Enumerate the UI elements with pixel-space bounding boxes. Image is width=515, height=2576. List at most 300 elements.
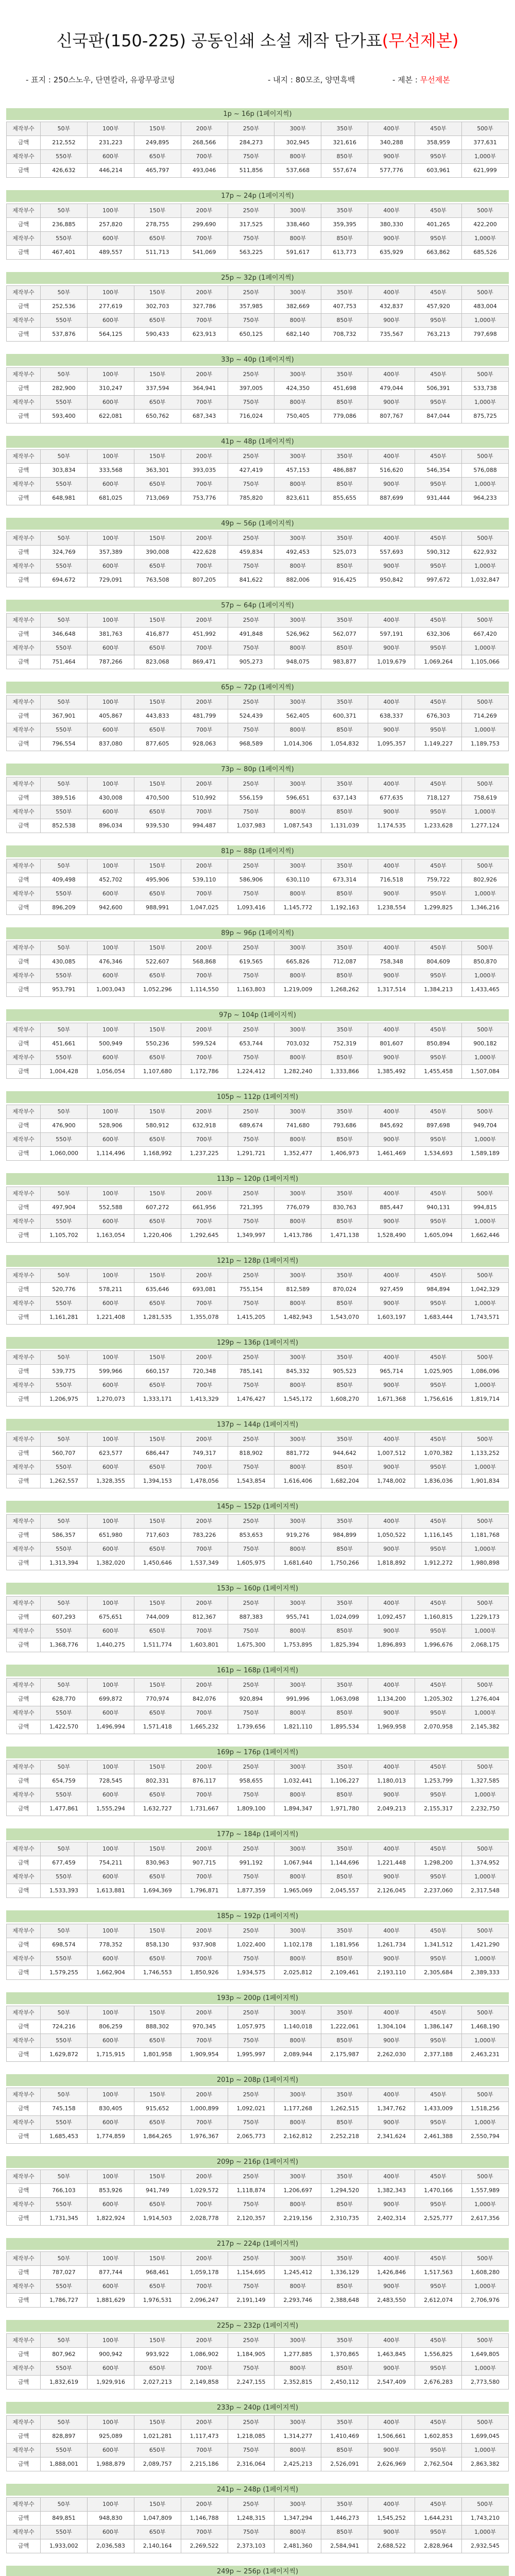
- section-title: 241p ~ 248p (1페이지씩): [6, 2484, 509, 2496]
- quantity-cell: 750부: [228, 2116, 274, 2130]
- quantity-cell: 350부: [321, 1351, 368, 1365]
- quantity-cell: 450부: [415, 1760, 462, 1774]
- quantity-cell: 50부: [41, 2416, 88, 2430]
- quantity-cell: 900부: [368, 1133, 415, 1147]
- quantity-cell: 850부: [321, 232, 368, 246]
- price-row: [7, 1692, 509, 1706]
- price-label: 금액: [7, 2294, 41, 2308]
- quantity-cell: 50부: [41, 532, 88, 546]
- quantity-cell: 850부: [321, 478, 368, 492]
- quantity-cell: 700부: [181, 478, 228, 492]
- price-cell: 970,345: [181, 2020, 228, 2034]
- quantity-cell: 800부: [274, 2034, 321, 2048]
- quantity-cell: 1,000부: [462, 1133, 509, 1147]
- quantity-cell: 850부: [321, 2198, 368, 2212]
- price-cell: 367,901: [41, 709, 88, 723]
- price-cell: 597,191: [368, 628, 415, 641]
- price-label: 금액: [7, 164, 41, 178]
- quantity-cell: 300부: [274, 368, 321, 382]
- price-cell: 1,024,099: [321, 1611, 368, 1624]
- quantity-row: [7, 560, 509, 573]
- quantity-cell: 950부: [415, 232, 462, 246]
- price-cell: 1,589,189: [462, 1147, 509, 1161]
- quantity-cell: 850부: [321, 1133, 368, 1147]
- price-cell: 900,942: [87, 2348, 134, 2362]
- quantity-label: 제작부수: [7, 2362, 41, 2376]
- price-label: 금액: [7, 246, 41, 260]
- price-label: 금액: [7, 2212, 41, 2226]
- quantity-cell: 350부: [321, 1760, 368, 1774]
- price-cell: 841,622: [228, 573, 274, 587]
- price-table: [6, 531, 509, 587]
- quantity-cell: 200부: [181, 122, 228, 136]
- quantity-cell: 650부: [134, 1952, 181, 1966]
- quantity-row: [7, 1543, 509, 1556]
- price-cell: 759,722: [415, 873, 462, 887]
- quantity-cell: 450부: [415, 1023, 462, 1037]
- price-cell: 1,229,173: [462, 1611, 509, 1624]
- price-cell: 687,343: [181, 410, 228, 423]
- quantity-cell: 800부: [274, 969, 321, 983]
- quantity-cell: 800부: [274, 1297, 321, 1311]
- quantity-cell: 650부: [134, 2444, 181, 2458]
- price-cell: 887,383: [228, 1611, 274, 1624]
- price-cell: 751,464: [41, 655, 88, 669]
- price-row: [7, 1447, 509, 1461]
- price-sections: [0, 108, 515, 2576]
- quantity-cell: 600부: [87, 1133, 134, 1147]
- quantity-cell: 500부: [462, 368, 509, 382]
- price-cell: 994,487: [181, 819, 228, 833]
- price-label: 금액: [7, 791, 41, 805]
- quantity-cell: 200부: [181, 2088, 228, 2102]
- price-cell: 557,693: [368, 546, 415, 560]
- price-label: 금액: [7, 382, 41, 396]
- price-label: 금액: [7, 2184, 41, 2198]
- price-cell: 793,686: [321, 1119, 368, 1133]
- quantity-cell: 100부: [87, 1515, 134, 1529]
- quantity-cell: 1,000부: [462, 314, 509, 328]
- quantity-row: [7, 723, 509, 737]
- quantity-row: [7, 2416, 509, 2430]
- price-cell: 897,698: [415, 1119, 462, 1133]
- price-cell: 495,906: [134, 873, 181, 887]
- quantity-cell: 300부: [274, 286, 321, 300]
- quantity-label: 제작부수: [7, 1297, 41, 1311]
- price-cell: 1,114,550: [181, 983, 228, 997]
- quantity-cell: 800부: [274, 2280, 321, 2294]
- quantity-cell: 850부: [321, 887, 368, 901]
- quantity-cell: 50부: [41, 1269, 88, 1283]
- quantity-cell: 550부: [41, 150, 88, 164]
- price-cell: 1,102,178: [274, 1938, 321, 1952]
- quantity-cell: 950부: [415, 1543, 462, 1556]
- price-cell: 1,047,025: [181, 901, 228, 915]
- quantity-cell: 500부: [462, 2170, 509, 2184]
- quantity-label: 제작부수: [7, 1870, 41, 1884]
- quantity-cell: 500부: [462, 532, 509, 546]
- price-cell: 994,815: [462, 1201, 509, 1215]
- quantity-cell: 600부: [87, 1379, 134, 1393]
- quantity-cell: 800부: [274, 2526, 321, 2539]
- quantity-cell: 200부: [181, 1842, 228, 1856]
- price-cell: 1,555,294: [87, 1802, 134, 1816]
- price-cell: 2,140,164: [134, 2539, 181, 2553]
- price-cell: 716,518: [368, 873, 415, 887]
- price-row: [7, 1065, 509, 1079]
- price-cell: 1,032,441: [274, 1774, 321, 1788]
- price-cell: 807,205: [181, 573, 228, 587]
- price-table: [6, 1514, 509, 1570]
- price-cell: 526,962: [274, 628, 321, 641]
- quantity-cell: 400부: [368, 532, 415, 546]
- quantity-cell: 600부: [87, 1952, 134, 1966]
- price-row: [7, 2348, 509, 2362]
- price-cell: 302,703: [134, 300, 181, 314]
- quantity-cell: 300부: [274, 450, 321, 464]
- price-label: 금액: [7, 573, 41, 587]
- price-cell: 1,385,492: [368, 1065, 415, 1079]
- quantity-cell: 100부: [87, 1023, 134, 1037]
- price-cell: 427,419: [228, 464, 274, 478]
- quantity-cell: 750부: [228, 2280, 274, 2294]
- quantity-cell: 850부: [321, 1297, 368, 1311]
- price-cell: 2,237,060: [415, 1884, 462, 1898]
- quantity-cell: 750부: [228, 1461, 274, 1475]
- price-cell: 2,049,213: [368, 1802, 415, 1816]
- quantity-cell: 650부: [134, 1133, 181, 1147]
- price-cell: 1,003,043: [87, 983, 134, 997]
- quantity-cell: 600부: [87, 396, 134, 410]
- price-cell: 1,237,225: [181, 1147, 228, 1161]
- price-cell: 363,301: [134, 464, 181, 478]
- price-cell: 2,068,175: [462, 1638, 509, 1652]
- quantity-cell: 700부: [181, 1952, 228, 1966]
- price-cell: 338,460: [274, 218, 321, 232]
- section-title: 129p ~ 136p (1페이지씩): [6, 1337, 509, 1349]
- price-cell: 2,028,778: [181, 2212, 228, 2226]
- quantity-label: 제작부수: [7, 2006, 41, 2020]
- quantity-cell: 700부: [181, 1543, 228, 1556]
- quantity-cell: 550부: [41, 560, 88, 573]
- quantity-cell: 900부: [368, 887, 415, 901]
- price-cell: 1,608,270: [321, 1393, 368, 1406]
- price-cell: 1,327,585: [462, 1774, 509, 1788]
- price-cell: 770,974: [134, 1692, 181, 1706]
- price-cell: 1,314,277: [274, 2430, 321, 2444]
- quantity-cell: 500부: [462, 1842, 509, 1856]
- quantity-cell: 250부: [228, 1597, 274, 1611]
- price-label: 금액: [7, 2376, 41, 2389]
- price-cell: 333,568: [87, 464, 134, 478]
- price-cell: 1,222,061: [321, 2020, 368, 2034]
- quantity-cell: 200부: [181, 696, 228, 709]
- price-cell: 1,694,369: [134, 1884, 181, 1898]
- quantity-cell: 750부: [228, 560, 274, 573]
- quantity-cell: 400부: [368, 1760, 415, 1774]
- quantity-cell: 200부: [181, 1105, 228, 1119]
- price-cell: 407,753: [321, 300, 368, 314]
- price-label: 금액: [7, 2266, 41, 2280]
- quantity-cell: 900부: [368, 1215, 415, 1229]
- quantity-cell: 100부: [87, 696, 134, 709]
- section-title: 201p ~ 208p (1페이지씩): [6, 2074, 509, 2086]
- quantity-label: 제작부수: [7, 2088, 41, 2102]
- price-cell: 492,453: [274, 546, 321, 560]
- price-cell: 277,619: [87, 300, 134, 314]
- quantity-cell: 800부: [274, 1215, 321, 1229]
- quantity-cell: 500부: [462, 2334, 509, 2348]
- price-cell: 1,114,496: [87, 1147, 134, 1161]
- price-cell: 785,141: [228, 1365, 274, 1379]
- quantity-cell: 1,000부: [462, 1461, 509, 1475]
- quantity-cell: 450부: [415, 2252, 462, 2266]
- price-cell: 991,192: [228, 1856, 274, 1870]
- section-title: 217p ~ 224p (1페이지씩): [6, 2238, 509, 2250]
- price-row: [7, 1638, 509, 1652]
- quantity-cell: 300부: [274, 777, 321, 791]
- price-cell: 1,192,163: [321, 901, 368, 915]
- price-section: [0, 436, 515, 518]
- quantity-cell: 950부: [415, 2198, 462, 2212]
- price-cell: 1,281,535: [134, 1311, 181, 1325]
- price-cell: 1,675,300: [228, 1638, 274, 1652]
- quantity-cell: 450부: [415, 1924, 462, 1938]
- quantity-cell: 450부: [415, 1842, 462, 1856]
- quantity-cell: 800부: [274, 2444, 321, 2458]
- quantity-cell: 350부: [321, 2252, 368, 2266]
- price-cell: 1,133,252: [462, 1447, 509, 1461]
- price-cell: 1,819,714: [462, 1393, 509, 1406]
- price-cell: 1,087,543: [274, 819, 321, 833]
- price-label: 금액: [7, 1692, 41, 1706]
- price-cell: 377,631: [462, 136, 509, 150]
- price-cell: 1,731,345: [41, 2212, 88, 2226]
- quantity-cell: 1,000부: [462, 1051, 509, 1065]
- price-row: [7, 1147, 509, 1161]
- price-cell: 1,832,619: [41, 2376, 88, 2389]
- price-cell: 2,175,987: [321, 2048, 368, 2062]
- price-cell: 528,906: [87, 1119, 134, 1133]
- price-cell: 257,820: [87, 218, 134, 232]
- quantity-cell: 300부: [274, 1597, 321, 1611]
- quantity-label: 제작부수: [7, 614, 41, 628]
- quantity-cell: 900부: [368, 2198, 415, 2212]
- quantity-cell: 950부: [415, 1051, 462, 1065]
- quantity-cell: 500부: [462, 2498, 509, 2512]
- price-row: [7, 1856, 509, 1870]
- quantity-cell: 50부: [41, 286, 88, 300]
- price-cell: 2,269,522: [181, 2539, 228, 2553]
- price-cell: 2,402,314: [368, 2212, 415, 2226]
- quantity-cell: 850부: [321, 2526, 368, 2539]
- quantity-cell: 300부: [274, 2088, 321, 2102]
- price-cell: 537,876: [41, 328, 88, 342]
- price-label: 금액: [7, 1966, 41, 1980]
- quantity-cell: 1,000부: [462, 2526, 509, 2539]
- price-cell: 968,461: [134, 2266, 181, 2280]
- quantity-cell: 600부: [87, 150, 134, 164]
- quantity-cell: 250부: [228, 1187, 274, 1201]
- quantity-cell: 50부: [41, 1679, 88, 1692]
- quantity-cell: 700부: [181, 2362, 228, 2376]
- price-row: [7, 1365, 509, 1379]
- price-cell: 721,395: [228, 1201, 274, 1215]
- price-table: [6, 449, 509, 505]
- price-cell: 650,762: [134, 410, 181, 423]
- quantity-cell: 650부: [134, 969, 181, 983]
- quantity-label: 제작부수: [7, 941, 41, 955]
- price-cell: 357,985: [228, 300, 274, 314]
- price-label: 금액: [7, 546, 41, 560]
- price-label: 금액: [7, 2458, 41, 2471]
- price-cell: 1,134,200: [368, 1692, 415, 1706]
- price-label: 금액: [7, 2348, 41, 2362]
- price-cell: 887,699: [368, 492, 415, 505]
- price-section: [0, 1747, 515, 1828]
- price-label: 금액: [7, 1611, 41, 1624]
- price-cell: 2,155,317: [415, 1802, 462, 1816]
- quantity-cell: 350부: [321, 1433, 368, 1447]
- quantity-cell: 550부: [41, 1788, 88, 1802]
- section-title: 57p ~ 64p (1페이지씩): [6, 600, 509, 612]
- quantity-row: [7, 969, 509, 983]
- quantity-cell: 600부: [87, 1297, 134, 1311]
- quantity-cell: 600부: [87, 2444, 134, 2458]
- quantity-cell: 450부: [415, 368, 462, 382]
- quantity-cell: 400부: [368, 2088, 415, 2102]
- price-cell: 2,109,461: [321, 1966, 368, 1980]
- price-section: [0, 1665, 515, 1747]
- price-label: 금액: [7, 1556, 41, 1570]
- quantity-cell: 550부: [41, 314, 88, 328]
- quantity-cell: 650부: [134, 396, 181, 410]
- price-cell: 1,681,640: [274, 1556, 321, 1570]
- price-cell: 676,303: [415, 709, 462, 723]
- quantity-cell: 900부: [368, 2526, 415, 2539]
- quantity-cell: 850부: [321, 150, 368, 164]
- price-row: [7, 410, 509, 423]
- price-cell: 801,607: [368, 1037, 415, 1051]
- price-row: [7, 1393, 509, 1406]
- price-cell: 389,516: [41, 791, 88, 805]
- quantity-cell: 450부: [415, 1105, 462, 1119]
- quantity-cell: 150부: [134, 1433, 181, 1447]
- price-cell: 2,525,777: [415, 2212, 462, 2226]
- spec-binding: [392, 74, 450, 86]
- price-label: 금액: [7, 955, 41, 969]
- quantity-cell: 850부: [321, 2362, 368, 2376]
- quantity-cell: 800부: [274, 1461, 321, 1475]
- section-title: 193p ~ 200p (1페이지씩): [6, 1992, 509, 2004]
- price-cell: 797,698: [462, 328, 509, 342]
- quantity-cell: 750부: [228, 1297, 274, 1311]
- quantity-cell: 300부: [274, 1515, 321, 1529]
- price-cell: 1,282,240: [274, 1065, 321, 1079]
- quantity-cell: 300부: [274, 1842, 321, 1856]
- quantity-cell: 50부: [41, 2498, 88, 2512]
- quantity-cell: 550부: [41, 1133, 88, 1147]
- price-cell: 755,154: [228, 1283, 274, 1297]
- price-cell: 675,651: [87, 1611, 134, 1624]
- price-cell: 1,184,905: [228, 2348, 274, 2362]
- price-cell: 1,174,535: [368, 819, 415, 833]
- price-cell: 1,057,975: [228, 2020, 274, 2034]
- price-cell: 958,655: [228, 1774, 274, 1788]
- quantity-row: [7, 1870, 509, 1884]
- price-cell: 1,996,676: [415, 1638, 462, 1652]
- price-section: [0, 764, 515, 845]
- quantity-cell: 450부: [415, 1187, 462, 1201]
- price-cell: 409,498: [41, 873, 88, 887]
- section-title: 249p ~ 256p (1페이지씩): [6, 2566, 509, 2576]
- quantity-cell: 300부: [274, 2498, 321, 2512]
- price-label: 금액: [7, 1119, 41, 1133]
- quantity-cell: 50부: [41, 1433, 88, 1447]
- price-cell: 430,085: [41, 955, 88, 969]
- quantity-cell: 50부: [41, 941, 88, 955]
- price-cell: 2,045,557: [321, 1884, 368, 1898]
- price-cell: 1,149,227: [415, 737, 462, 751]
- quantity-cell: 500부: [462, 777, 509, 791]
- price-cell: 2,145,382: [462, 1720, 509, 1734]
- price-row: [7, 2130, 509, 2144]
- price-label: 금액: [7, 218, 41, 232]
- quantity-cell: 150부: [134, 2006, 181, 2020]
- price-label: 금액: [7, 2130, 41, 2144]
- price-cell: 1,145,772: [274, 901, 321, 915]
- price-cell: 591,617: [274, 246, 321, 260]
- price-cell: 578,211: [87, 1283, 134, 1297]
- quantity-cell: 900부: [368, 150, 415, 164]
- quantity-cell: 100부: [87, 1269, 134, 1283]
- quantity-cell: 200부: [181, 450, 228, 464]
- quantity-cell: 100부: [87, 777, 134, 791]
- quantity-cell: 850부: [321, 1379, 368, 1393]
- price-cell: 927,459: [368, 1283, 415, 1297]
- price-cell: 1,394,153: [134, 1475, 181, 1488]
- price-cell: 1,333,171: [134, 1393, 181, 1406]
- quantity-row: [7, 2116, 509, 2130]
- price-cell: 568,868: [181, 955, 228, 969]
- price-cell: 928,063: [181, 737, 228, 751]
- quantity-cell: 550부: [41, 2526, 88, 2539]
- quantity-cell: 900부: [368, 1379, 415, 1393]
- price-row: [7, 1311, 509, 1325]
- price-cell: 823,068: [134, 655, 181, 669]
- quantity-cell: 400부: [368, 204, 415, 218]
- quantity-cell: 100부: [87, 1760, 134, 1774]
- spec-inner: - 내지 : 80모조, 양면흑백: [268, 75, 355, 84]
- price-table: [6, 2497, 509, 2553]
- quantity-cell: 550부: [41, 887, 88, 901]
- price-cell: 564,125: [87, 328, 134, 342]
- quantity-cell: 150부: [134, 1105, 181, 1119]
- price-cell: 779,086: [321, 410, 368, 423]
- quantity-cell: 750부: [228, 2362, 274, 2376]
- quantity-cell: 450부: [415, 204, 462, 218]
- quantity-cell: 150부: [134, 1023, 181, 1037]
- quantity-cell: 650부: [134, 2280, 181, 2294]
- quantity-cell: 150부: [134, 1351, 181, 1365]
- quantity-cell: 100부: [87, 1679, 134, 1692]
- quantity-cell: 900부: [368, 478, 415, 492]
- quantity-cell: 950부: [415, 2280, 462, 2294]
- quantity-row: [7, 204, 509, 218]
- quantity-cell: 300부: [274, 1269, 321, 1283]
- price-cell: 988,991: [134, 901, 181, 915]
- quantity-cell: 700부: [181, 1788, 228, 1802]
